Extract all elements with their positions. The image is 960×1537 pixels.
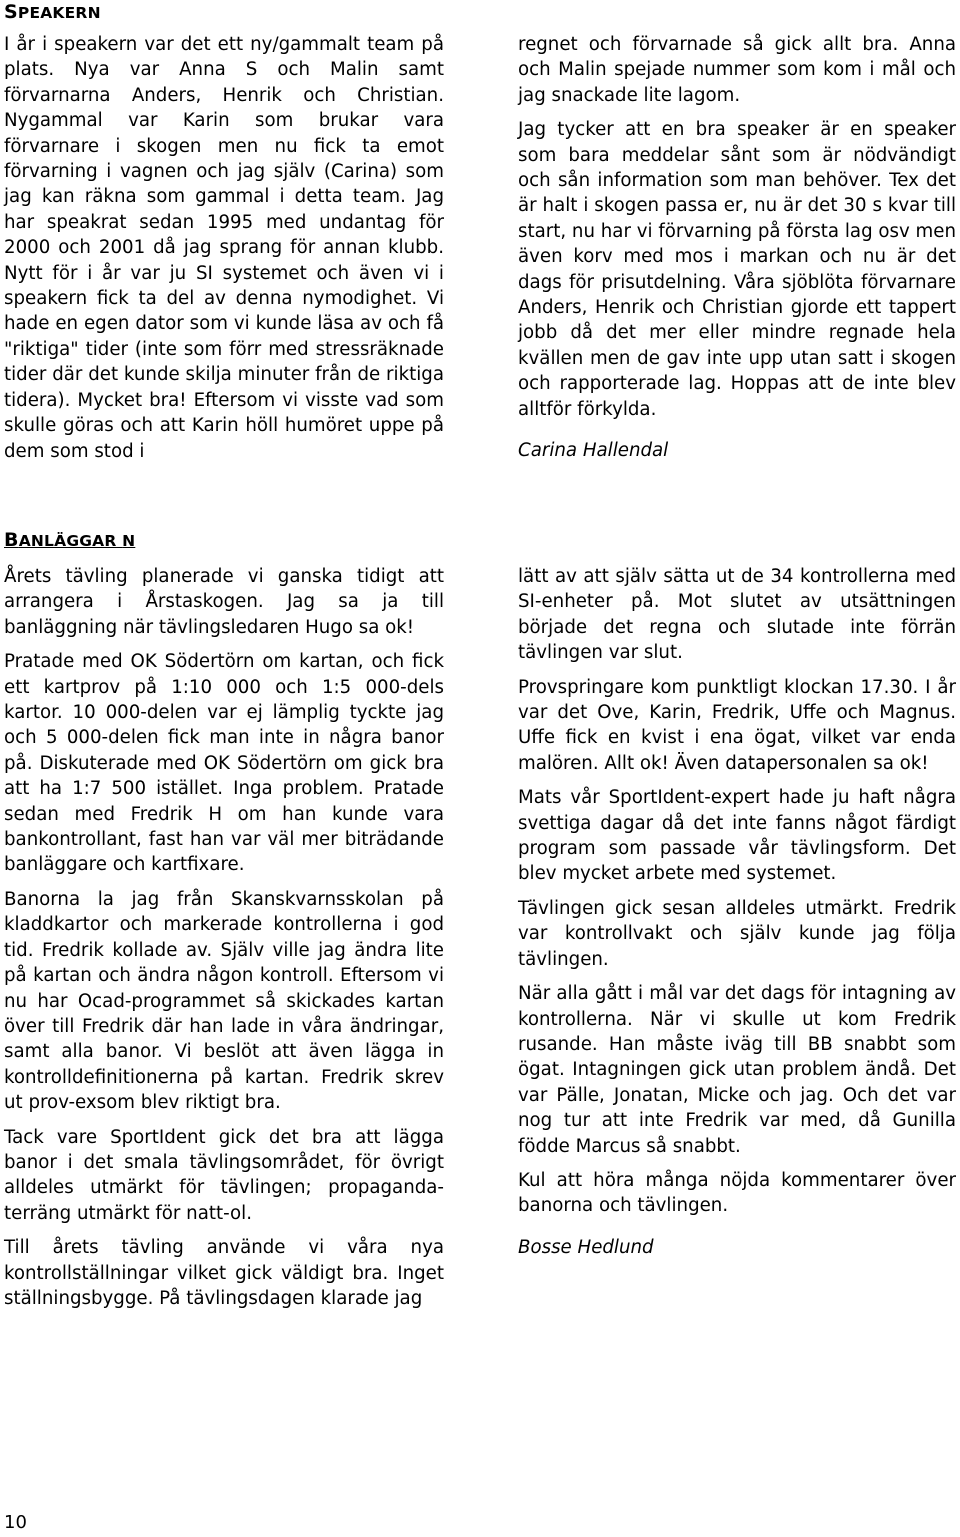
banlaggarn-right-column xyxy=(518,564,956,1269)
page-number: 10 xyxy=(4,1512,27,1533)
signature: Bosse Hedlund xyxy=(518,1236,654,1258)
paragraph: Till årets tävling använde vi våra nya kontrollställningar vilket gick väldigt bra. Inget ställningsbygge. På tävlingsdagen klarade jag xyxy=(4,1237,444,1309)
signature: Carina Hallendal xyxy=(518,440,669,462)
paragraph: lätt av att själv sätta ut de 34 kontrollerna med SI-enheter på. Mot slutet av utsättningen började det regna och slutade inte förrän tävlingen var slut. xyxy=(518,566,956,664)
heading-initial: S xyxy=(4,1,18,23)
paragraph: Provspringare kom punktligt klockan 17.30. I år var det Ove, Karin, Fredrik, Uffe och Magnus. Uffe fick en kvist i ena ögat, vilket var enda malören. Allt ok! Även datapersonalen sa ok! xyxy=(518,676,956,774)
speakern-right-column xyxy=(518,32,956,473)
heading-initial: B xyxy=(4,529,19,551)
paragraph: Årets tävling planerade vi ganska tidigt att arrangera i Årstaskogen. Jag sa ja till banläggning när tävlingsledaren Hugo sa ok! xyxy=(4,566,444,638)
paragraph: Pratade med OK Södertörn om kartan, och fick ett kartprov på 1:10 000 och 1:5 000-dels kartor. 10 000-delen var ej lämplig tyckte jag och 5 000-delen fick man inte in några banor på. Diskuterade med OK Södertörn om gick bra att ha 1:7 500 istället. Inga problem. Pratade sedan med Fredrik H om han kunde vara bankontrollant, fast han var väl mer biträdande banläggare och kartfixare. xyxy=(4,651,444,876)
paragraph: regnet och förvarnade så gick allt bra. Anna och Malin spejade nummer som kom i mål och jag snackade lite lagom. xyxy=(518,34,956,106)
paragraph: Banorna la jag från Skanskvarnsskolan på kladdkartor och markerade kontrollerna i god tid. Fredrik kollade av. Själv ville jag ändra lite på kartan och ändra någon kontroll. Eftersom vi nu har Ocad-programmet så skickades kartan över till Fredrik där han lade in våra ändringar, samt alla banor. Vi beslöt att även lägga in kontrolldefinitionerna på kartan. Fredrik skrev ut prov-exsom blev riktigt bra. xyxy=(4,888,444,1114)
paragraph: Kul att höra många nöjda kommentarer över banorna och tävlingen. xyxy=(518,1169,956,1217)
paragraph: Jag tycker att en bra speaker är en speaker som bara meddelar sånt som är nödvändigt och sån information som man behöver. Tex det är halt i skogen passa er, nu är det 30 s kvar till start, nu har vi förvarning på första lag osv men även korv med mos i markan och nu är det dags för prisutdelning. Våra sjöblöta förvarnare Anders, Henrik och Christian gjorde ett tappert jobb då det mer eller mindre regnade hela kvällen men de gav inte upp utan satt i skogen och rapporterade lag. Hoppas att de inte blev alltför förkylda. xyxy=(518,119,956,420)
banlaggarn-left-column xyxy=(4,564,444,1311)
paragraph: När alla gått i mål var det dags för intagning av kontrollerna. När vi skulle ut kom Fredrik rusande. Han måste iväg till BB snabbt som ögat. Intagningen gick utan problem ändå. Det var Pälle, Jonatan, Micke och jag. Och det var nog tur att inte Fredrik var med, då Gunilla födde Marcus så snabbt. xyxy=(518,983,956,1157)
paragraph: Tävlingen gick sesan alldeles utmärkt. Fredrik var kontrollvakt och själv kunde jag följa tävlingen. xyxy=(518,897,956,970)
section-heading-speakern xyxy=(4,1,101,23)
paragraph: I år i speakern var det ett ny/gammalt team på plats. Nya var Anna S och Malin samt förvarnarna Anders, Henrik och Christian. Nygammal var Karin som brukar vara förvarnare i skogen men nu fick ta emot förvarning i vagnen och jag själv (Carina) som jag kan räkna som gammal i detta team. Jag har speakrat sedan 1995 med undantag för 2000 och 2001 då jag sprang för annan klubb. Nytt för i år var ju SI systemet och även vi i speakern fick ta del av denna nymodighet. Vi hade en egen dator som vi kunde läsa av och få "riktiga" tider (inte som förr med stressräknade tider där det kunde skilja minuter från de riktiga tidera). Mycket bra! Eftersom vi visste vad som skulle göras och att Karin höll humöret uppe på dem som stod i xyxy=(4,34,444,462)
heading-middle: ANLÄGGAR xyxy=(18,532,117,550)
section-heading-banlaggarn xyxy=(4,529,135,551)
paragraph: Tack vare SportIdent gick det bra att lägga banor i det smala tävlingsområdet, för övrigt alldeles utmärkt för tävlingen; propaganda-terräng utmärkt för natt-ol. xyxy=(4,1126,444,1224)
speakern-left-column xyxy=(4,32,444,464)
heading-last: N xyxy=(122,532,136,550)
heading-rest: PEAKERN xyxy=(17,4,101,22)
paragraph: Mats vår SportIdent-expert hade ju haft några svettiga dagar då det inte fanns något färdigt program som passade vår tävlingsform. Det blev mycket arbete med systemet. xyxy=(518,787,956,885)
